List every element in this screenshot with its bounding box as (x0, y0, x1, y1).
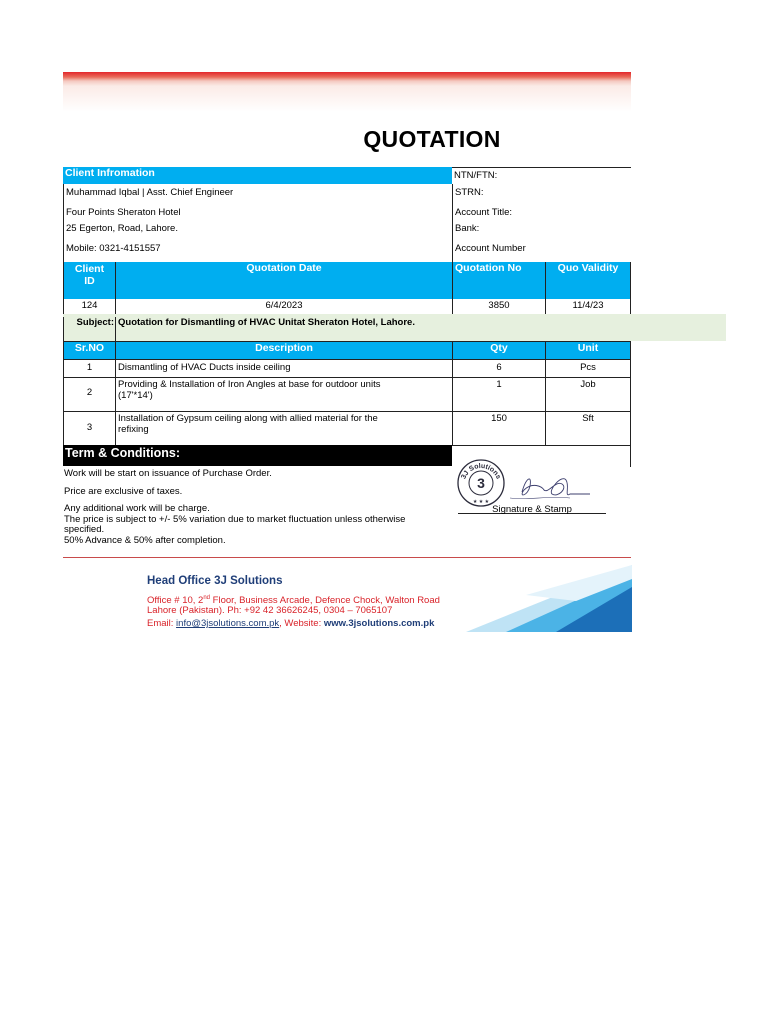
table-row-unit: Sft (545, 411, 631, 445)
quotation-no-header: Quotation No (452, 262, 545, 299)
qty-header: Qty (452, 341, 545, 359)
signature-label: Signature & Stamp (492, 504, 572, 515)
footer-email-link[interactable]: info@3jsolutions.com.pk (176, 618, 280, 629)
strn-label: STRN: (452, 184, 631, 202)
footer-address-line-2: Lahore (Pakistan). Ph: +92 42 36626245, 0304 – 7065107 (147, 605, 393, 616)
term-item: The price is subject to +/- 5% variation due to market fluctuation unless otherwise specified. (64, 514, 406, 535)
term-item: 50% Advance & 50% after completion. (64, 535, 226, 546)
table-row-sr: 3 (63, 411, 115, 445)
table-row-unit: Job (545, 377, 631, 411)
table-right-edge (630, 445, 631, 467)
footer-contact-line: Email: info@3jsolutions.com.pk, Website: www.3jsolutions.com.pk (147, 618, 435, 629)
account-title-label: Account Title: (452, 202, 631, 220)
company-stamp (456, 458, 506, 508)
unit-header: Unit (545, 341, 631, 359)
bank-label: Bank: (452, 220, 631, 240)
stamp-center-text: 3 (477, 475, 485, 491)
ntn-label: NTN/FTN: (452, 167, 631, 184)
client-name: Muhammad Iqbal | Asst. Chief Engineer (63, 184, 452, 202)
footer-address-line-1: Office # 10, 2nd Floor, Business Arcade, Defence Chock, Walton Road (147, 595, 440, 607)
table-row-sr: 1 (63, 359, 115, 377)
svg-text:★ ★ ★: ★ ★ ★ (472, 499, 490, 505)
client-info-header: Client Infromation (63, 167, 452, 184)
terms-header: Term & Conditions: (63, 445, 452, 466)
quo-validity-value: 11/4/23 (545, 299, 631, 317)
footer-title: Head Office 3J Solutions (147, 575, 283, 587)
quotation-date-value: 6/4/2023 (115, 299, 452, 317)
client-address: 25 Egerton, Road, Lahore. (63, 220, 452, 240)
stamp-ring-text: 3J Solutions (460, 462, 502, 481)
subject-text: Quotation for Dismantling of HVAC Unitat Sheraton Hotel, Lahore. (115, 317, 635, 341)
sr-no-header: Sr.NO (63, 341, 115, 359)
description-header: Description (115, 341, 452, 359)
table-row-sr: 2 (63, 377, 115, 411)
top-decorative-band (63, 72, 631, 112)
table-row-description: Dismantling of HVAC Ducts inside ceiling (115, 359, 452, 377)
client-id-header: Client ID (63, 262, 115, 299)
client-hotel: Four Points Sheraton Hotel (63, 202, 452, 220)
client-id-value: 124 (63, 299, 115, 317)
quotation-date-header: Quotation Date (115, 262, 452, 299)
footer-decorative-graphic (466, 565, 632, 632)
quo-validity-header: Quo Validity (545, 262, 631, 299)
footer-website-link[interactable]: www.3jsolutions.com.pk (323, 618, 435, 629)
handwritten-signature (508, 468, 592, 506)
footer-rule (63, 557, 631, 558)
account-number-label: Account Number (452, 240, 631, 262)
table-bottom-rule (452, 445, 631, 446)
term-item: Any additional work will be charge. (64, 503, 210, 514)
table-row-description: Installation of Gypsum ceiling along with allied material for the refixing (115, 411, 452, 445)
page-title: QUOTATION (363, 126, 501, 152)
client-mobile: Mobile: 0321-4151557 (63, 240, 452, 262)
table-row-qty: 1 (452, 377, 545, 411)
table-row-qty: 150 (452, 411, 545, 445)
term-item: Work will be start on issuance of Purchase Order. (64, 468, 272, 479)
table-row-qty: 6 (452, 359, 545, 377)
term-item: Price are exclusive of taxes. (64, 486, 183, 497)
subject-label: Subject: (63, 317, 115, 341)
quotation-no-value: 3850 (452, 299, 545, 317)
table-row-description: Providing & Installation of Iron Angles at base for outdoor units (17'*14') (115, 377, 452, 411)
table-row-unit: Pcs (545, 359, 631, 377)
